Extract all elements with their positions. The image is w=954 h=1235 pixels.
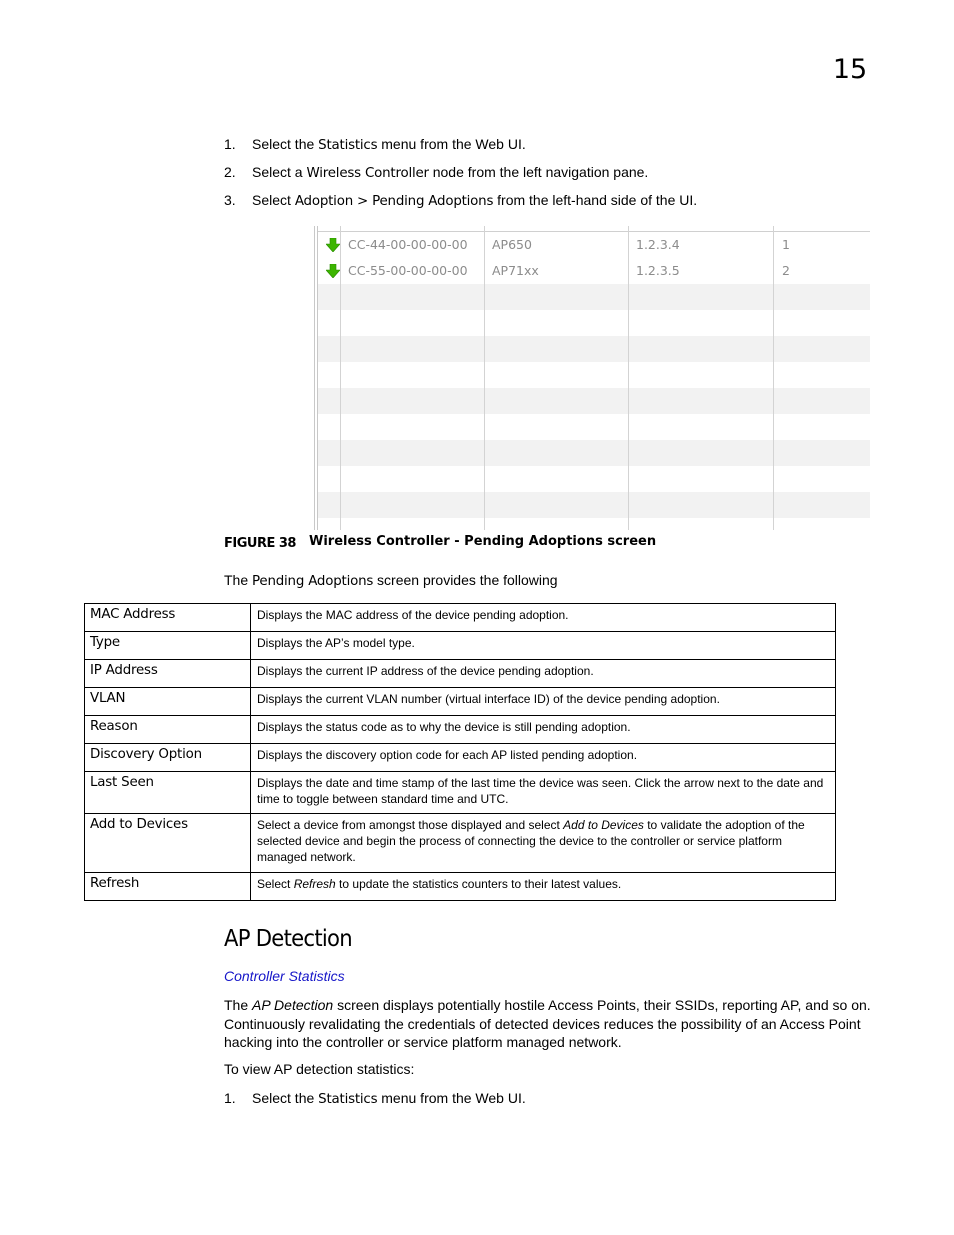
table-row xyxy=(85,716,836,744)
ui-term: Pending Adoptions xyxy=(252,574,374,589)
empty-row xyxy=(318,310,870,336)
vlan-cell: 2 xyxy=(782,263,790,278)
field-description: Displays the AP’s model type. xyxy=(251,632,836,660)
ip-cell: 1.2.3.5 xyxy=(636,263,680,278)
field-description xyxy=(251,814,836,873)
table-row xyxy=(85,688,836,716)
step-1 xyxy=(224,136,526,153)
table-row xyxy=(85,604,836,632)
field-name: IP Address xyxy=(85,660,251,688)
section-heading: AP Detection xyxy=(224,926,352,952)
field-description: Displays the current IP address of the device pending adoption. xyxy=(251,660,836,688)
pending-adoptions-grid xyxy=(314,226,870,530)
empty-row xyxy=(318,336,870,362)
step-3 xyxy=(224,192,697,209)
step-number: 1. xyxy=(224,136,236,152)
table-row xyxy=(85,744,836,772)
desc-text: to update the statistics counters to their latest values. xyxy=(335,877,622,891)
intro-post: screen provides the following xyxy=(373,572,558,588)
field-name: Discovery Option xyxy=(85,744,251,772)
table-row xyxy=(85,660,836,688)
step-text: Select the xyxy=(252,136,319,152)
desc-text: Select xyxy=(257,877,294,891)
step-2 xyxy=(224,164,648,181)
field-description-table xyxy=(84,603,836,901)
desc-text: Select a device from amongst those displayed and select xyxy=(257,818,564,832)
step-text: Select a xyxy=(252,164,307,180)
desc-emphasis: Refresh xyxy=(293,877,336,891)
chapter-number: 15 xyxy=(832,54,868,85)
empty-row xyxy=(318,492,870,518)
field-description: Displays the date and time stamp of the last time the device was seen. Click the arrow next to the date and time to toggle between standard time and UTC. xyxy=(251,772,836,814)
column-divider xyxy=(773,226,774,530)
empty-row xyxy=(318,388,870,414)
step-text: menu from the Web UI. xyxy=(377,1090,526,1106)
desc-text: to validate the adoption of the selected device and begin the process of connecting the device to the controller or service platform managed network. xyxy=(257,818,805,864)
table-row[interactable] xyxy=(318,232,870,258)
empty-row xyxy=(318,362,870,388)
field-description xyxy=(251,873,836,901)
step-number: 2. xyxy=(224,164,236,180)
ui-term: Wireless Controller xyxy=(306,166,429,181)
field-name: Last Seen xyxy=(85,772,251,814)
empty-row xyxy=(318,284,870,310)
vlan-cell: 1 xyxy=(782,237,790,252)
mac-cell: CC-55-00-00-00-00 xyxy=(348,263,468,278)
mac-cell: CC-44-00-00-00-00 xyxy=(348,237,468,252)
intro-pre: The xyxy=(224,572,253,588)
field-name: MAC Address xyxy=(85,604,251,632)
type-cell: AP71xx xyxy=(492,263,539,278)
figure-title: Wireless Controller - Pending Adoptions screen xyxy=(309,534,657,549)
grid-border xyxy=(314,226,315,530)
step-number: 3. xyxy=(224,192,236,208)
para-emphasis: AP Detection xyxy=(252,997,334,1013)
field-description: Displays the status code as to why the device is still pending adoption. xyxy=(251,716,836,744)
field-description: Displays the discovery option code for each AP listed pending adoption. xyxy=(251,744,836,772)
empty-row xyxy=(318,466,870,492)
step-text: Select xyxy=(252,192,295,208)
field-name: Add to Devices xyxy=(85,814,251,873)
field-description: Displays the MAC address of the device pending adoption. xyxy=(251,604,836,632)
para-text: screen displays potentially hostile Access Points, their SSIDs, reporting AP, and so on. Continuously revalidating the credentials of detected devices reduces the possibility of an Access Point hacking into the controller or service platform managed network. xyxy=(224,997,871,1050)
empty-row xyxy=(318,414,870,440)
step-text: node from the left navigation pane. xyxy=(428,164,649,180)
field-name: VLAN xyxy=(85,688,251,716)
column-divider xyxy=(484,226,485,530)
column-divider xyxy=(628,226,629,530)
adopt-arrow-icon xyxy=(326,264,340,278)
controller-statistics-link[interactable]: Controller Statistics xyxy=(224,968,345,984)
field-name: Type xyxy=(85,632,251,660)
field-description: Displays the current VLAN number (virtual interface ID) of the device pending adoption. xyxy=(251,688,836,716)
adopt-arrow-icon xyxy=(326,238,340,252)
para-text: The xyxy=(224,997,253,1013)
step-text: menu from the Web UI. xyxy=(377,136,526,152)
table-row[interactable] xyxy=(318,258,870,284)
ui-term: Statistics xyxy=(318,138,378,153)
step-1 xyxy=(224,1090,526,1107)
field-name: Refresh xyxy=(85,873,251,901)
section-paragraph xyxy=(224,996,874,1052)
desc-emphasis: Add to Devices xyxy=(563,818,644,832)
ip-cell: 1.2.3.4 xyxy=(636,237,680,252)
step-text: Select the xyxy=(252,1090,319,1106)
ui-term: Statistics xyxy=(318,1092,378,1107)
figure-caption xyxy=(224,534,657,551)
intro-text xyxy=(224,572,558,589)
figure-label: FIGURE 38 xyxy=(224,536,296,551)
table-row xyxy=(85,632,836,660)
type-cell: AP650 xyxy=(492,237,532,252)
table-row xyxy=(85,772,836,814)
step-text: from the left-hand side of the UI. xyxy=(493,192,698,208)
table-row xyxy=(85,814,836,873)
field-name: Reason xyxy=(85,716,251,744)
table-row xyxy=(85,873,836,901)
empty-row xyxy=(318,440,870,466)
view-instructions: To view AP detection statistics: xyxy=(224,1061,415,1077)
column-divider xyxy=(340,226,341,530)
step-number: 1. xyxy=(224,1090,236,1106)
ui-term: Adoption > Pending Adoptions xyxy=(294,194,494,209)
